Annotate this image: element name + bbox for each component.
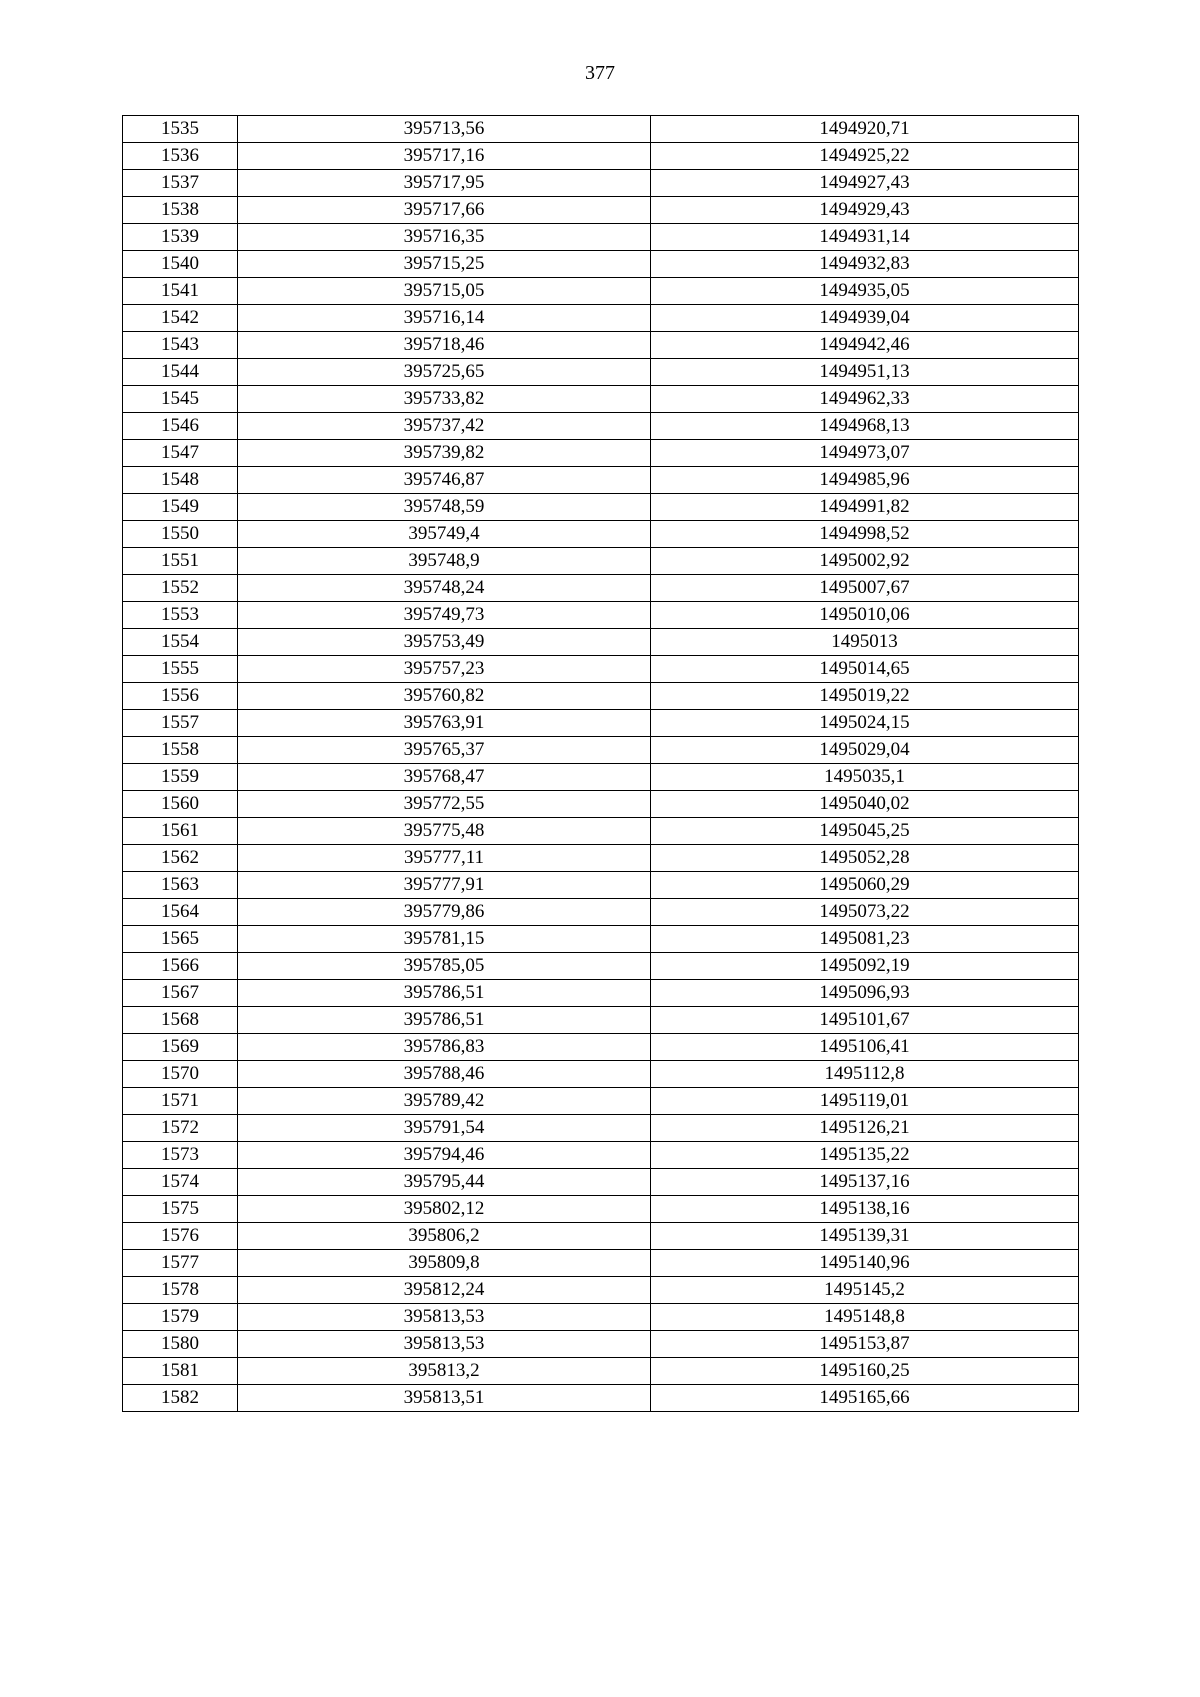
table-row — [123, 575, 1079, 602]
row-index-cell: 1551 — [123, 548, 238, 575]
value-1-cell: 395812,24 — [238, 1277, 651, 1304]
value-2-cell: 1495145,2 — [651, 1277, 1079, 1304]
value-1-cell: 395813,51 — [238, 1385, 651, 1412]
value-1-cell: 395717,66 — [238, 197, 651, 224]
table-row — [123, 683, 1079, 710]
table-row — [123, 980, 1079, 1007]
row-index-cell: 1542 — [123, 305, 238, 332]
row-index-cell: 1557 — [123, 710, 238, 737]
table-row — [123, 1250, 1079, 1277]
row-index-cell: 1564 — [123, 899, 238, 926]
row-index-cell: 1568 — [123, 1007, 238, 1034]
value-2-cell: 1495140,96 — [651, 1250, 1079, 1277]
row-index-cell: 1550 — [123, 521, 238, 548]
row-index-cell: 1545 — [123, 386, 238, 413]
value-2-cell: 1494973,07 — [651, 440, 1079, 467]
row-index-cell: 1558 — [123, 737, 238, 764]
value-1-cell: 395781,15 — [238, 926, 651, 953]
value-1-cell: 395791,54 — [238, 1115, 651, 1142]
value-1-cell: 395717,95 — [238, 170, 651, 197]
table-row — [123, 845, 1079, 872]
table-row — [123, 305, 1079, 332]
table-row — [123, 1115, 1079, 1142]
row-index-cell: 1559 — [123, 764, 238, 791]
value-2-cell: 1494968,13 — [651, 413, 1079, 440]
table-row — [123, 440, 1079, 467]
value-1-cell: 395748,59 — [238, 494, 651, 521]
value-1-cell: 395806,2 — [238, 1223, 651, 1250]
table-body — [123, 116, 1079, 1412]
table-row — [123, 629, 1079, 656]
row-index-cell: 1538 — [123, 197, 238, 224]
page-number: 377 — [585, 62, 615, 84]
row-index-cell: 1548 — [123, 467, 238, 494]
table-row — [123, 656, 1079, 683]
value-1-cell: 395775,48 — [238, 818, 651, 845]
value-1-cell: 395715,25 — [238, 251, 651, 278]
table-row — [123, 1304, 1079, 1331]
value-1-cell: 395813,2 — [238, 1358, 651, 1385]
value-1-cell: 395748,24 — [238, 575, 651, 602]
value-2-cell: 1495007,67 — [651, 575, 1079, 602]
row-index-cell: 1569 — [123, 1034, 238, 1061]
table-row — [123, 197, 1079, 224]
value-2-cell: 1495010,06 — [651, 602, 1079, 629]
value-2-cell: 1494927,43 — [651, 170, 1079, 197]
value-2-cell: 1495045,25 — [651, 818, 1079, 845]
value-2-cell: 1494932,83 — [651, 251, 1079, 278]
value-2-cell: 1494985,96 — [651, 467, 1079, 494]
value-2-cell: 1495040,02 — [651, 791, 1079, 818]
value-1-cell: 395746,87 — [238, 467, 651, 494]
row-index-cell: 1567 — [123, 980, 238, 1007]
table-row — [123, 1169, 1079, 1196]
value-1-cell: 395739,82 — [238, 440, 651, 467]
value-2-cell: 1495035,1 — [651, 764, 1079, 791]
table-row — [123, 1358, 1079, 1385]
table-row — [123, 737, 1079, 764]
value-2-cell: 1495138,16 — [651, 1196, 1079, 1223]
table-row — [123, 1088, 1079, 1115]
table-row — [123, 278, 1079, 305]
row-index-cell: 1575 — [123, 1196, 238, 1223]
value-2-cell: 1495106,41 — [651, 1034, 1079, 1061]
value-2-cell: 1494942,46 — [651, 332, 1079, 359]
value-1-cell: 395794,46 — [238, 1142, 651, 1169]
table-row — [123, 1061, 1079, 1088]
value-2-cell: 1495153,87 — [651, 1331, 1079, 1358]
table-row — [123, 818, 1079, 845]
value-2-cell: 1494998,52 — [651, 521, 1079, 548]
row-index-cell: 1572 — [123, 1115, 238, 1142]
value-2-cell: 1495137,16 — [651, 1169, 1079, 1196]
value-1-cell: 395777,91 — [238, 872, 651, 899]
row-index-cell: 1537 — [123, 170, 238, 197]
value-1-cell: 395760,82 — [238, 683, 651, 710]
value-1-cell: 395789,42 — [238, 1088, 651, 1115]
value-2-cell: 1495052,28 — [651, 845, 1079, 872]
table-row — [123, 521, 1079, 548]
row-index-cell: 1547 — [123, 440, 238, 467]
row-index-cell: 1571 — [123, 1088, 238, 1115]
row-index-cell: 1579 — [123, 1304, 238, 1331]
table-row — [123, 899, 1079, 926]
value-2-cell: 1494929,43 — [651, 197, 1079, 224]
value-2-cell: 1495019,22 — [651, 683, 1079, 710]
row-index-cell: 1555 — [123, 656, 238, 683]
value-2-cell: 1495014,65 — [651, 656, 1079, 683]
value-2-cell: 1495002,92 — [651, 548, 1079, 575]
row-index-cell: 1570 — [123, 1061, 238, 1088]
value-1-cell: 395785,05 — [238, 953, 651, 980]
row-index-cell: 1566 — [123, 953, 238, 980]
table-row — [123, 224, 1079, 251]
value-2-cell: 1495013 — [651, 629, 1079, 656]
table-row — [123, 791, 1079, 818]
value-1-cell: 395717,16 — [238, 143, 651, 170]
value-1-cell: 395733,82 — [238, 386, 651, 413]
row-index-cell: 1562 — [123, 845, 238, 872]
row-index-cell: 1539 — [123, 224, 238, 251]
table-row — [123, 1277, 1079, 1304]
table-row — [123, 494, 1079, 521]
value-2-cell: 1494920,71 — [651, 116, 1079, 143]
table-row — [123, 872, 1079, 899]
table-row — [123, 386, 1079, 413]
value-2-cell: 1494931,14 — [651, 224, 1079, 251]
row-index-cell: 1576 — [123, 1223, 238, 1250]
value-2-cell: 1495029,04 — [651, 737, 1079, 764]
table-row — [123, 1196, 1079, 1223]
row-index-cell: 1535 — [123, 116, 238, 143]
value-1-cell: 395748,9 — [238, 548, 651, 575]
value-1-cell: 395788,46 — [238, 1061, 651, 1088]
value-1-cell: 395772,55 — [238, 791, 651, 818]
value-2-cell: 1495112,8 — [651, 1061, 1079, 1088]
value-1-cell: 395786,51 — [238, 1007, 651, 1034]
value-2-cell: 1495096,93 — [651, 980, 1079, 1007]
row-index-cell: 1577 — [123, 1250, 238, 1277]
table-row — [123, 1385, 1079, 1412]
table-row — [123, 332, 1079, 359]
value-1-cell: 395749,73 — [238, 602, 651, 629]
table-row — [123, 251, 1079, 278]
row-index-cell: 1582 — [123, 1385, 238, 1412]
row-index-cell: 1544 — [123, 359, 238, 386]
value-1-cell: 395713,56 — [238, 116, 651, 143]
table-row — [123, 413, 1079, 440]
value-1-cell: 395779,86 — [238, 899, 651, 926]
value-1-cell: 395795,44 — [238, 1169, 651, 1196]
row-index-cell: 1549 — [123, 494, 238, 521]
row-index-cell: 1554 — [123, 629, 238, 656]
table-row — [123, 467, 1079, 494]
value-2-cell: 1494951,13 — [651, 359, 1079, 386]
value-2-cell: 1495135,22 — [651, 1142, 1079, 1169]
value-2-cell: 1495060,29 — [651, 872, 1079, 899]
table-row — [123, 926, 1079, 953]
row-index-cell: 1574 — [123, 1169, 238, 1196]
value-2-cell: 1495119,01 — [651, 1088, 1079, 1115]
value-1-cell: 395716,35 — [238, 224, 651, 251]
row-index-cell: 1560 — [123, 791, 238, 818]
table-row — [123, 1223, 1079, 1250]
value-1-cell: 395802,12 — [238, 1196, 651, 1223]
row-index-cell: 1553 — [123, 602, 238, 629]
value-1-cell: 395763,91 — [238, 710, 651, 737]
table-row — [123, 1142, 1079, 1169]
value-2-cell: 1495081,23 — [651, 926, 1079, 953]
value-1-cell: 395765,37 — [238, 737, 651, 764]
table-row — [123, 170, 1079, 197]
value-1-cell: 395813,53 — [238, 1304, 651, 1331]
row-index-cell: 1565 — [123, 926, 238, 953]
table-row — [123, 764, 1079, 791]
value-2-cell: 1495101,67 — [651, 1007, 1079, 1034]
value-2-cell: 1494925,22 — [651, 143, 1079, 170]
row-index-cell: 1580 — [123, 1331, 238, 1358]
row-index-cell: 1546 — [123, 413, 238, 440]
row-index-cell: 1541 — [123, 278, 238, 305]
value-1-cell: 395777,11 — [238, 845, 651, 872]
value-1-cell: 395725,65 — [238, 359, 651, 386]
value-2-cell: 1495139,31 — [651, 1223, 1079, 1250]
value-2-cell: 1495073,22 — [651, 899, 1079, 926]
value-1-cell: 395749,4 — [238, 521, 651, 548]
row-index-cell: 1536 — [123, 143, 238, 170]
table-row — [123, 143, 1079, 170]
row-index-cell: 1540 — [123, 251, 238, 278]
value-2-cell: 1494962,33 — [651, 386, 1079, 413]
value-2-cell: 1494939,04 — [651, 305, 1079, 332]
data-table — [122, 115, 1079, 1412]
value-1-cell: 395757,23 — [238, 656, 651, 683]
value-1-cell: 395813,53 — [238, 1331, 651, 1358]
value-2-cell: 1494991,82 — [651, 494, 1079, 521]
row-index-cell: 1573 — [123, 1142, 238, 1169]
row-index-cell: 1561 — [123, 818, 238, 845]
row-index-cell: 1552 — [123, 575, 238, 602]
value-2-cell: 1495092,19 — [651, 953, 1079, 980]
value-2-cell: 1495024,15 — [651, 710, 1079, 737]
value-1-cell: 395715,05 — [238, 278, 651, 305]
value-2-cell: 1495160,25 — [651, 1358, 1079, 1385]
row-index-cell: 1543 — [123, 332, 238, 359]
value-1-cell: 395718,46 — [238, 332, 651, 359]
table-row — [123, 710, 1079, 737]
row-index-cell: 1581 — [123, 1358, 238, 1385]
table-row — [123, 359, 1079, 386]
value-2-cell: 1494935,05 — [651, 278, 1079, 305]
row-index-cell: 1578 — [123, 1277, 238, 1304]
table-row — [123, 116, 1079, 143]
table-row — [123, 953, 1079, 980]
value-1-cell: 395768,47 — [238, 764, 651, 791]
table-row — [123, 1034, 1079, 1061]
value-1-cell: 395786,51 — [238, 980, 651, 1007]
value-1-cell: 395716,14 — [238, 305, 651, 332]
table-row — [123, 602, 1079, 629]
value-2-cell: 1495165,66 — [651, 1385, 1079, 1412]
value-1-cell: 395737,42 — [238, 413, 651, 440]
value-1-cell: 395753,49 — [238, 629, 651, 656]
row-index-cell: 1556 — [123, 683, 238, 710]
table-row — [123, 1331, 1079, 1358]
value-2-cell: 1495148,8 — [651, 1304, 1079, 1331]
value-1-cell: 395786,83 — [238, 1034, 651, 1061]
value-1-cell: 395809,8 — [238, 1250, 651, 1277]
value-2-cell: 1495126,21 — [651, 1115, 1079, 1142]
table-row — [123, 548, 1079, 575]
row-index-cell: 1563 — [123, 872, 238, 899]
table-row — [123, 1007, 1079, 1034]
